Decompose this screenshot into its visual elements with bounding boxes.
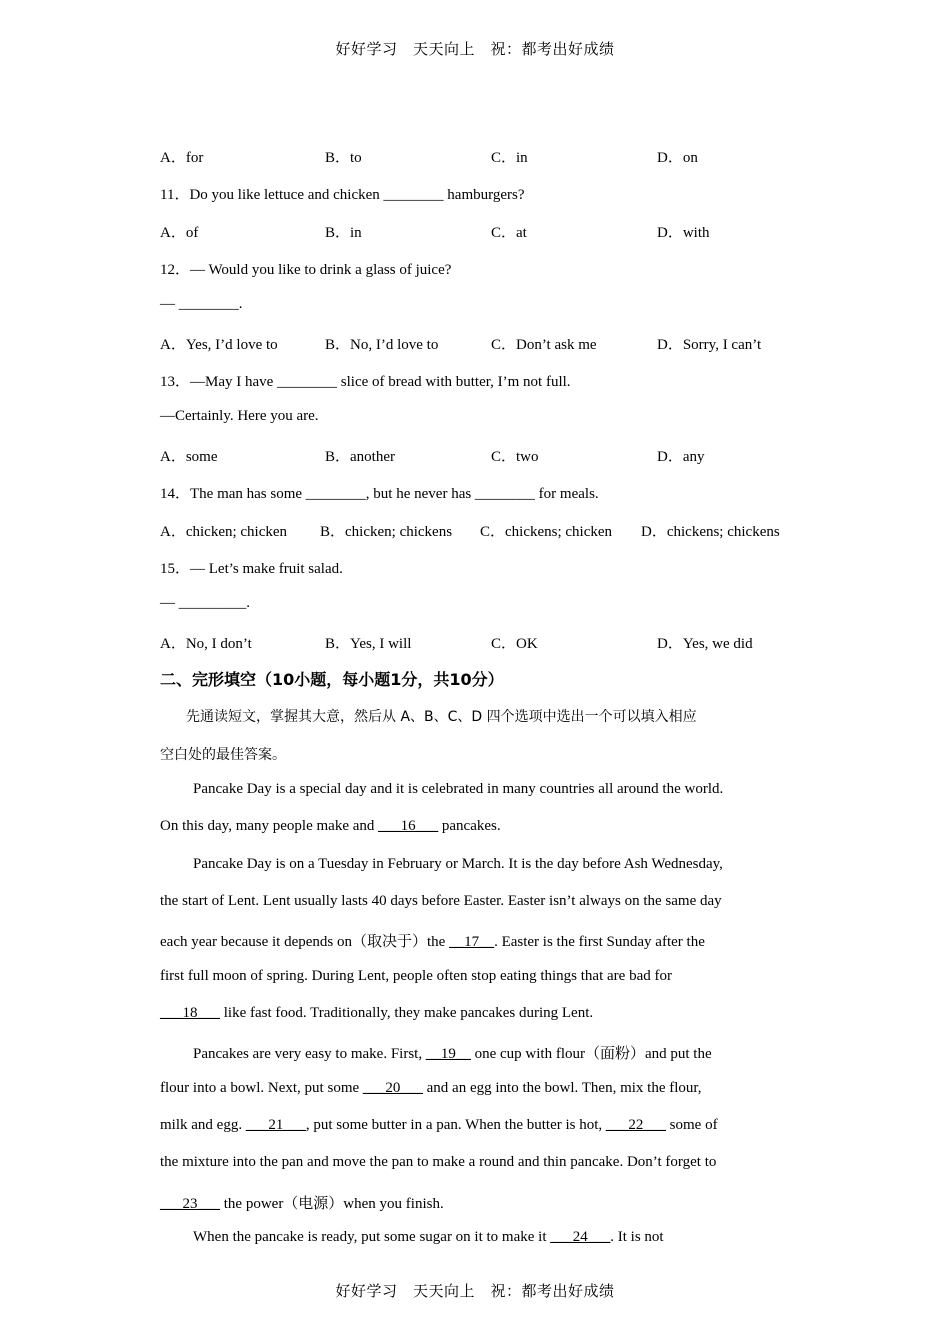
- passage-p4-line1: [193, 1229, 664, 1246]
- q13-reply: —Certainly. Here you are.: [160, 408, 319, 424]
- text-segment: Pancakes are very easy to make. First,: [193, 1046, 426, 1062]
- q11-option-a[interactable]: A．of: [160, 225, 199, 241]
- passage-p3-line5: [160, 1192, 444, 1213]
- q13-stem: 13．—May I have ________ slice of bread with butter, I’m not full.: [160, 374, 571, 390]
- q11-stem: 11．Do you like lettuce and chicken ________ hamburgers?: [160, 187, 525, 203]
- q15-option-a[interactable]: A．No, I don’t: [160, 636, 252, 652]
- blank-16[interactable]: ___16___: [378, 818, 439, 834]
- q13-option-a[interactable]: A．some: [160, 449, 218, 465]
- text-segment: and an egg into the bowl. Then, mix the flour,: [422, 1080, 702, 1096]
- q10-option-c[interactable]: C．in: [491, 150, 528, 166]
- text-segment: When the pancake is ready, put some sugar on it to make it: [193, 1229, 551, 1245]
- text-segment: the power（电源）when you finish.: [220, 1196, 444, 1212]
- instruction-line-1: 先通读短文，掌握其大意，然后从 A、B、C、D 四个选项中选出一个可以填入相应: [186, 709, 697, 725]
- page-header: 好好学习 天天向上 祝：都考出好成绩: [335, 42, 615, 58]
- passage-p2-line4: first full moon of spring. During Lent, people often stop eating things that are bad for: [160, 968, 672, 984]
- q12-option-d[interactable]: D．Sorry, I can’t: [657, 337, 762, 353]
- q13-option-c[interactable]: C．two: [491, 449, 539, 465]
- passage-p1-line2: [160, 818, 501, 835]
- q15-answer-line: — _________.: [160, 595, 250, 611]
- q15-option-d[interactable]: D．Yes, we did: [657, 636, 753, 652]
- q12-option-c[interactable]: C．Don’t ask me: [491, 337, 597, 353]
- blank-22[interactable]: ___22___: [605, 1117, 666, 1133]
- blank-17[interactable]: __17__: [449, 934, 495, 950]
- instruction-line-2: 空白处的最佳答案。: [160, 747, 286, 763]
- text-segment: one cup with flour（面粉）and put the: [470, 1046, 712, 1062]
- text-segment: milk and egg.: [160, 1117, 246, 1133]
- passage-p3-line3: [160, 1117, 718, 1134]
- q11-option-b[interactable]: B．in: [325, 225, 362, 241]
- text-segment: . It is not: [610, 1229, 664, 1245]
- blank-18[interactable]: ___18___: [160, 1005, 220, 1021]
- q14-option-a[interactable]: A．chicken; chicken: [160, 524, 288, 540]
- text-segment: pancakes.: [438, 818, 501, 834]
- text-segment: On this day, many people make and: [160, 818, 379, 834]
- passage-p3-line1: [193, 1042, 712, 1063]
- q11-option-c[interactable]: C．at: [491, 225, 527, 241]
- q14-option-b[interactable]: B．chicken; chickens: [320, 524, 453, 540]
- text-segment: . Easter is the first Sunday after the: [494, 934, 705, 950]
- text-segment: each year because it depends on（取决于）the: [160, 934, 450, 950]
- q14-option-c[interactable]: C．chickens; chicken: [480, 524, 613, 540]
- text-segment: , put some butter in a pan. When the butter is hot,: [305, 1117, 606, 1133]
- passage-p2-line3: [160, 930, 705, 951]
- q15-option-b[interactable]: B．Yes, I will: [325, 636, 412, 652]
- blank-19[interactable]: __19__: [425, 1046, 471, 1062]
- blank-20[interactable]: ___20___: [362, 1080, 423, 1096]
- q12-option-a[interactable]: A．Yes, I’d love to: [160, 337, 278, 353]
- passage-p2-line5: [160, 1005, 593, 1022]
- text-segment: like fast food. Traditionally, they make pancakes during Lent.: [220, 1005, 594, 1021]
- q14-stem: 14．The man has some ________, but he never has ________ for meals.: [160, 486, 599, 502]
- q10-option-b[interactable]: B．to: [325, 150, 362, 166]
- q11-option-d[interactable]: D．with: [657, 225, 710, 241]
- q15-stem: 15．— Let’s make fruit salad.: [160, 561, 343, 577]
- passage-p3-line4: the mixture into the pan and move the pan to make a round and thin pancake. Don’t forget to: [160, 1154, 717, 1170]
- passage-p2-line2: the start of Lent. Lent usually lasts 40 days before Easter. Easter isn’t always on the same day: [160, 893, 722, 909]
- q12-answer-line: — ________.: [160, 296, 243, 312]
- passage-p3-line2: [160, 1080, 702, 1097]
- q10-option-a[interactable]: A．for: [160, 150, 204, 166]
- blank-24[interactable]: ___24___: [550, 1229, 611, 1245]
- q12-stem: 12．— Would you like to drink a glass of juice?: [160, 262, 452, 278]
- q13-option-d[interactable]: D．any: [657, 449, 705, 465]
- text-segment: some of: [665, 1117, 718, 1133]
- passage-p1-line1: Pancake Day is a special day and it is celebrated in many countries all around the world.: [193, 781, 724, 797]
- passage-p2-line1: Pancake Day is on a Tuesday in February or March. It is the day before Ash Wednesday,: [193, 856, 723, 872]
- blank-21[interactable]: ___21___: [245, 1117, 306, 1133]
- q14-option-d[interactable]: D．chickens; chickens: [641, 524, 780, 540]
- text-segment: flour into a bowl. Next, put some: [160, 1080, 363, 1096]
- q13-option-b[interactable]: B．another: [325, 449, 395, 465]
- q10-option-d[interactable]: D．on: [657, 150, 698, 166]
- q12-option-b[interactable]: B．No, I’d love to: [325, 337, 439, 353]
- page-footer: 好好学习 天天向上 祝：都考出好成绩: [335, 1284, 615, 1300]
- q15-option-c[interactable]: C．OK: [491, 636, 538, 652]
- section-title: 二、完形填空（10小题，每小题1分，共10分）: [160, 670, 504, 689]
- blank-23[interactable]: ___23___: [160, 1196, 220, 1212]
